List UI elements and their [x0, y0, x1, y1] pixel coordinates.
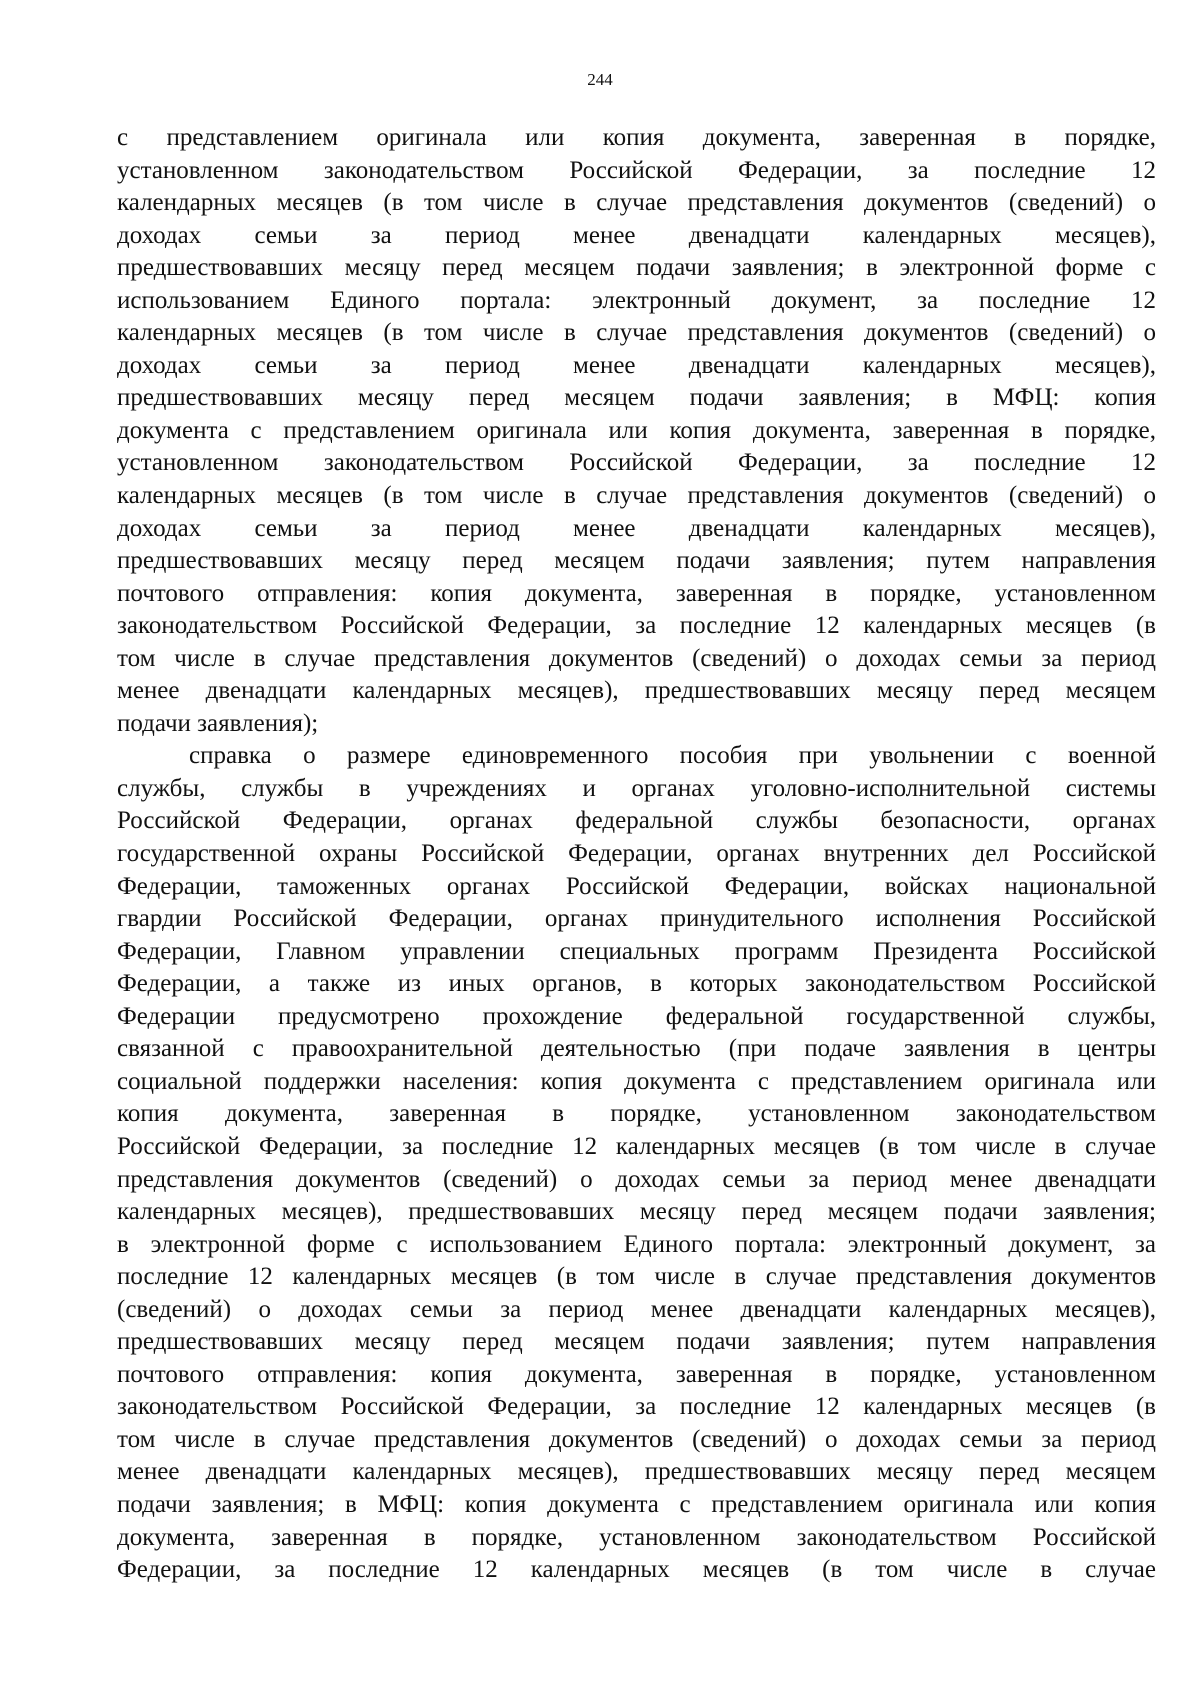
- text-line: доходах семьи за период менее двенадцати календарных месяцев),: [117, 514, 1156, 542]
- paragraph-reference-allowance: [117, 740, 1156, 1586]
- text-line: почтового отправления: копия документа, заверенная в порядке, установленном: [117, 1360, 1156, 1388]
- text-line: использованием Единого портала: электронный документ, за последние 12: [117, 286, 1156, 314]
- text-line: том числе в случае представления документов (сведений) о доходах семьи за период: [117, 644, 1156, 672]
- text-line: документа с представлением оригинала или копия документа, заверенная в порядке,: [117, 416, 1156, 444]
- text-line: менее двенадцати календарных месяцев), предшествовавших месяцу перед месяцем: [117, 677, 1156, 705]
- text-line: законодательством Российской Федерации, за последние 12 календарных месяцев (в: [117, 612, 1156, 640]
- text-line: календарных месяцев), предшествовавших месяцу перед месяцем подачи заявления;: [117, 1198, 1156, 1226]
- document-body: [117, 122, 1156, 1587]
- text-line: менее двенадцати календарных месяцев), предшествовавших месяцу перед месяцем: [117, 1458, 1156, 1486]
- text-line: календарных месяцев (в том числе в случае представления документов (сведений) о: [117, 189, 1156, 217]
- text-line: государственной охраны Российской Федерации, органах внутренних дел Российской: [117, 840, 1156, 868]
- text-line: установленном законодательством Российской Федерации, за последние 12: [117, 449, 1156, 477]
- text-line: Российской Федерации, органах федеральной службы безопасности, органах: [117, 807, 1156, 835]
- page-number: 244: [587, 70, 613, 89]
- text-line: связанной с правоохранительной деятельностью (при подаче заявления в центры: [117, 1035, 1156, 1063]
- text-line: Федерации, а также из иных органов, в которых законодательством Российской: [117, 970, 1156, 998]
- text-line: календарных месяцев (в том числе в случае представления документов (сведений) о: [117, 319, 1156, 347]
- text-line: предшествовавших месяцу перед месяцем подачи заявления; путем направления: [117, 547, 1156, 575]
- text-line: службы, службы в учреждениях и органах уголовно-исполнительной системы: [117, 774, 1156, 802]
- text-line: Российской Федерации, за последние 12 календарных месяцев (в том числе в случае: [117, 1132, 1156, 1160]
- text-line: почтового отправления: копия документа, заверенная в порядке, установленном: [117, 579, 1156, 607]
- text-line: доходах семьи за период менее двенадцати календарных месяцев),: [117, 351, 1156, 379]
- text-line: подачи заявления);: [117, 709, 319, 737]
- text-line: справка о размере единовременного пособия при увольнении с военной: [189, 742, 1156, 770]
- text-line: Федерации, Главном управлении специальных программ Президента Российской: [117, 937, 1156, 965]
- text-line: законодательством Российской Федерации, за последние 12 календарных месяцев (в: [117, 1393, 1156, 1421]
- text-line: том числе в случае представления документов (сведений) о доходах семьи за период: [117, 1425, 1156, 1453]
- text-line: с представлением оригинала или копия документа, заверенная в порядке,: [117, 124, 1156, 151]
- text-line: календарных месяцев (в том числе в случае представления документов (сведений) о: [117, 482, 1156, 510]
- text-line: Федерации, таможенных органах Российской Федерации, войсках национальной: [117, 872, 1156, 900]
- text-line: доходах семьи за период менее двенадцати календарных месяцев),: [117, 221, 1156, 249]
- paragraph-continuation: [117, 122, 1156, 740]
- text-line: предшествовавших месяцу перед месяцем подачи заявления; в МФЦ: копия: [117, 384, 1156, 412]
- text-line: социальной поддержки населения: копия документа с представлением оригинала или: [117, 1067, 1156, 1095]
- text-line: предшествовавших месяцу перед месяцем подачи заявления; путем направления: [117, 1328, 1156, 1356]
- text-line: Федерации предусмотрено прохождение федеральной государственной службы,: [117, 1002, 1156, 1030]
- text-line: в электронной форме с использованием Единого портала: электронный документ, за: [117, 1230, 1156, 1258]
- text-line: Федерации, за последние 12 календарных месяцев (в том числе в случае: [117, 1556, 1156, 1584]
- text-line: представления документов (сведений) о доходах семьи за период менее двенадцати: [117, 1165, 1156, 1193]
- text-line: последние 12 календарных месяцев (в том числе в случае представления документов: [117, 1263, 1156, 1291]
- text-line: подачи заявления; в МФЦ: копия документа с представлением оригинала или копия: [117, 1490, 1156, 1518]
- text-line: копия документа, заверенная в порядке, установленном законодательством: [117, 1100, 1156, 1128]
- text-line: (сведений) о доходах семьи за период менее двенадцати календарных месяцев),: [117, 1295, 1156, 1323]
- text-line: документа, заверенная в порядке, установленном законодательством Российской: [117, 1523, 1156, 1551]
- text-line: установленном законодательством Российской Федерации, за последние 12: [117, 156, 1156, 184]
- text-line: предшествовавших месяцу перед месяцем подачи заявления; в электронной форме с: [117, 254, 1156, 282]
- text-line: гвардии Российской Федерации, органах принудительного исполнения Российской: [117, 905, 1156, 933]
